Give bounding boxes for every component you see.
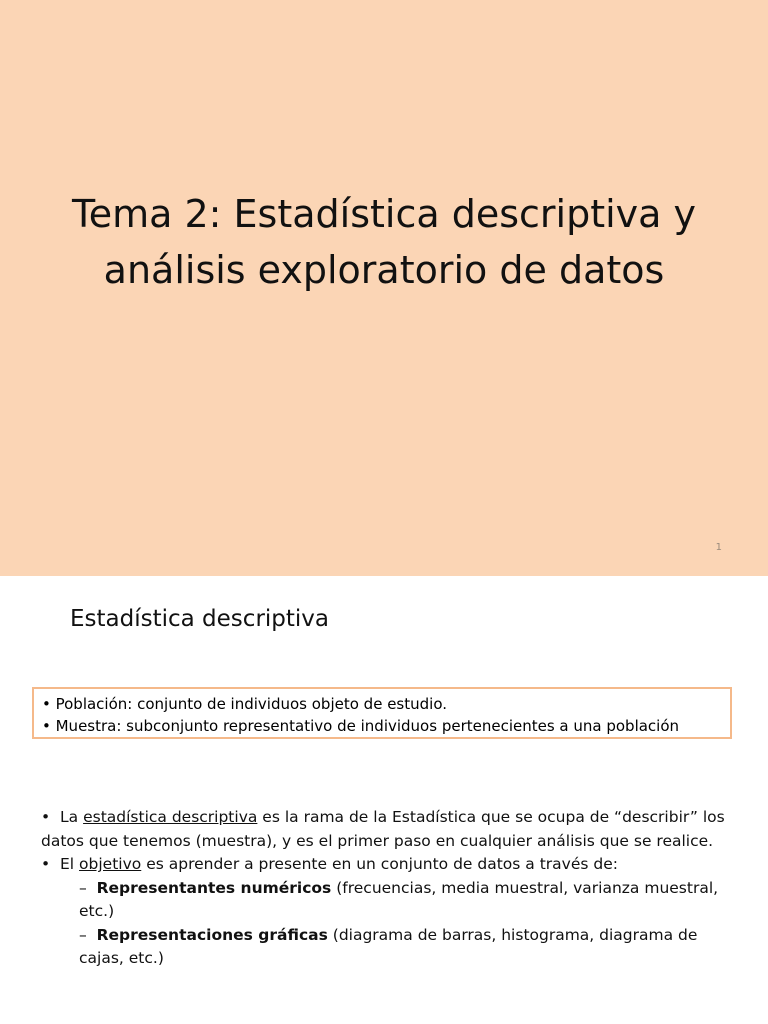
- body-text: [41, 806, 731, 971]
- paragraph-post: es la rama de la Estadística que se ocupa de “describir” los datos que tenemos (muestra), y es el primer paso en cualquier análisis que se realice.: [41, 808, 725, 850]
- underlined-term: objetivo: [79, 855, 142, 873]
- sub-item-numericos: [41, 877, 731, 924]
- slide-title-line-1: Tema 2: Estadística descriptiva y: [71, 192, 697, 236]
- paragraph-estadistica: [41, 806, 731, 853]
- paragraph-pre: El: [60, 855, 80, 873]
- sub-item-rest: (diagrama de barras, histograma, diagrama de cajas, etc.): [79, 925, 698, 967]
- dash: –: [79, 878, 87, 897]
- sub-item-rest: (frecuencias, media muestral, varianza muestral, etc.): [79, 878, 719, 920]
- slide-title: [0, 186, 768, 298]
- paragraph-pre: La: [60, 808, 84, 826]
- paragraph-post: es aprender a presente en un conjunto de datos a través de:: [141, 855, 618, 873]
- slide-number: 1: [715, 542, 722, 553]
- definition-muestra: • Muestra: subconjunto representativo de individuos pertenecientes a una población: [42, 717, 680, 735]
- bullet: •: [41, 808, 51, 826]
- slide-title-line-2: análisis exploratorio de datos: [103, 248, 665, 292]
- dash: –: [79, 925, 87, 944]
- sub-item-graficas: [41, 924, 731, 971]
- sub-item-bold: Representaciones gráficas: [96, 925, 328, 944]
- paragraph-objetivo: [41, 853, 731, 877]
- sub-item-bold: Representantes numéricos: [96, 878, 332, 897]
- underlined-term: estadística descriptiva: [83, 808, 258, 826]
- definitions-box: [32, 687, 732, 739]
- content-slide: [0, 576, 768, 1024]
- bullet: •: [41, 855, 51, 873]
- section-heading: Estadística descriptiva: [70, 606, 329, 632]
- definition-poblacion: • Población: conjunto de individuos objeto de estudio.: [42, 695, 447, 713]
